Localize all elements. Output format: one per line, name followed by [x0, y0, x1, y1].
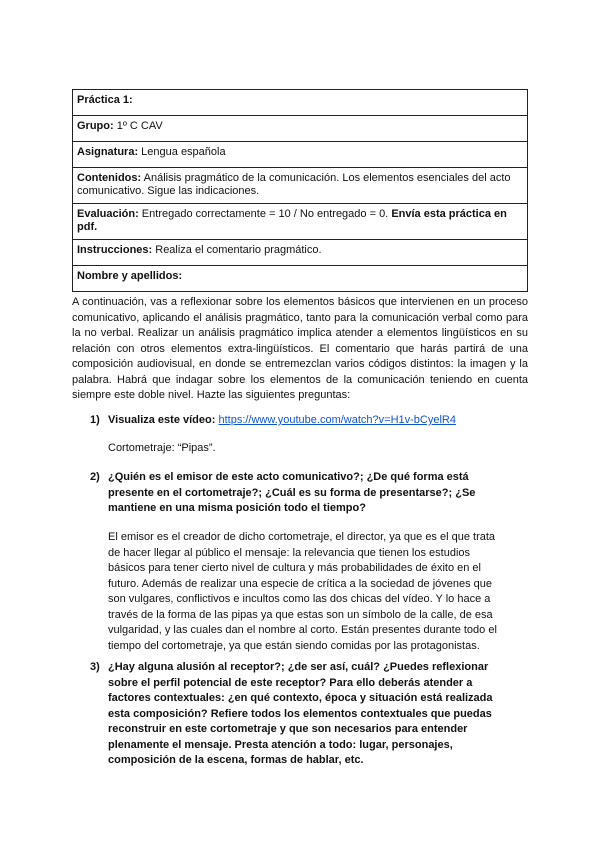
practica-label: Práctica 1: — [77, 94, 133, 106]
answer-1: Cortometraje: “Pipas”. — [108, 442, 216, 454]
question-number: 1) — [90, 414, 100, 426]
row-instrucciones — [73, 240, 528, 266]
question-text — [108, 413, 510, 429]
contenidos-value: Análisis pragmático de la comunicación. Los elementos esenciales del acto comunicativo. Sigue las indicaciones. — [77, 172, 511, 197]
question-3-text: ¿Hay alguna alusión al receptor?; ¿de ser así, cuál? ¿Puedes reflexionar sobre el perfil potencial de este receptor? Para ello deberás atender a factores contextuales: ¿en qué contexto, época y situación está realizada esta composición? Refiere todos los elementos contextuales que puedas reconstruir en este cortometraje y que son necesarios para entender plenamente el mensaje. Presta atención a todo: lugar, personajes, composición de la escena, formas de hablar, etc. — [108, 661, 493, 766]
question-2-text: ¿Quién es el emisor de este acto comunicativo?; ¿De qué forma está presente en el cortometraje?; ¿Cuál es su forma de presentarse?; ¿Se mantiene en una misma posición todo el tiempo? — [108, 471, 476, 514]
asignatura-label: Asignatura: — [77, 146, 139, 158]
grupo-label: Grupo: — [77, 120, 114, 132]
row-practica — [73, 90, 528, 116]
video-link[interactable]: https://www.youtube.com/watch?v=H1v-bCyelR4 — [218, 414, 456, 426]
row-grupo — [73, 116, 528, 142]
grupo-value: 1º C CAV — [113, 120, 163, 132]
question-number: 3) — [90, 661, 100, 673]
evaluacion-label: Evaluación: — [77, 208, 139, 220]
question-1-text: Visualiza este vídeo: — [108, 414, 219, 426]
instrucciones-label: Instrucciones: — [77, 244, 153, 256]
question-number: 2) — [90, 471, 100, 483]
evaluacion-note: Envía esta práctica en pdf. — [77, 208, 507, 233]
row-evaluacion — [73, 204, 528, 240]
asignatura-value: Lengua española — [138, 146, 226, 158]
evaluacion-value: Entregado correctamente = 10 / No entregado = 0. — [138, 208, 392, 220]
row-contenidos — [73, 168, 528, 204]
row-nombre — [73, 266, 528, 292]
assignment-info-table — [72, 89, 528, 292]
row-asignatura — [73, 142, 528, 168]
nombre-label: Nombre y apellidos: — [77, 270, 183, 282]
contenidos-label: Contenidos: — [77, 172, 142, 184]
intro-paragraph: A continuación, vas a reflexionar sobre los elementos básicos que intervienen en un proceso comunicativo, aplicando el análisis pragmático, tanto para la comunicación verbal como para la no verbal. Realizar un análisis pragmático implica atender a elementos lingüísticos en su relación con otros elementos extra-lingüísticos. El comentario que harás partirá de una composición audiovisual, en donde se entremezclan varios códigos distintos: la imagen y la palabra. Habrá que indagar sobre los elementos de la comunicación teniendo en cuenta siempre este doble nivel. Hazte las siguientes preguntas: — [72, 296, 528, 401]
instrucciones-value: Realiza el comentario pragmático. — [152, 244, 322, 256]
answer-2: El emisor es el creador de dicho cortometraje, el director, ya que es el que trata de hacer llegar al público el mensaje: la relevancia que tienen los estudios básicos para tener cierto nivel de cultura y más probabilidades de éxito en el futuro. Además de realizar una especie de crítica a la sociedad de jóvenes que son vulgares, conflictivos e incultos como las dos chicas del vídeo. Y lo hace a través de la forma de las pipas ya que estas son un símbolo de la calle, de esa vulgaridad, y las cuales dan el nombre al corto. Están presentes durante todo el tiempo del cortometraje, ya que están siendo comidas por las protagonistas. — [108, 531, 497, 652]
